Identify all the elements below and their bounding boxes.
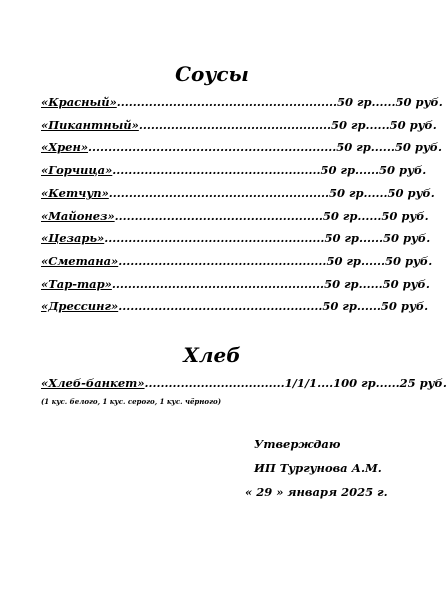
bread-item-dots: ................................... bbox=[144, 376, 285, 390]
sauce-item-price: 50 гр......50 руб. bbox=[336, 140, 443, 155]
sauce-item-price: 50 гр......50 руб. bbox=[324, 276, 430, 291]
sauce-item-name: «Майонез» bbox=[41, 208, 115, 223]
sauce-item bbox=[41, 185, 435, 200]
sauce-item-name: «Кетчуп» bbox=[41, 185, 109, 200]
sauce-item-price: 50 гр......50 руб. bbox=[322, 299, 429, 314]
bread-item bbox=[41, 376, 447, 390]
sauce-item-name: «Хрен» bbox=[41, 140, 89, 155]
sauce-item-dots: ....................................................... bbox=[116, 95, 337, 109]
sauce-item-price: 50 гр......50 руб. bbox=[324, 231, 431, 246]
approval-date: « 29 » января 2025 г. bbox=[245, 485, 388, 499]
sauce-item bbox=[41, 231, 431, 246]
sauce-item bbox=[41, 299, 429, 314]
sauces-title: Соусы bbox=[175, 62, 249, 86]
sauce-item-dots: .................................................... bbox=[112, 163, 321, 178]
sauce-item bbox=[41, 117, 437, 132]
sauce-item-name: «Дрессинг» bbox=[41, 299, 119, 314]
sauce-item-dots: ................................................ bbox=[138, 117, 332, 132]
bread-item-price: 1/1/1....100 гр......25 руб. bbox=[284, 376, 447, 390]
sauce-item-dots: .............................................................. bbox=[88, 140, 337, 155]
sauce-item-name: «Красный» bbox=[41, 95, 117, 109]
sauce-item-name: «Тар-тар» bbox=[41, 276, 112, 291]
bread-title: Хлеб bbox=[183, 343, 241, 367]
sauce-item-price: 50 гр......50 руб. bbox=[322, 208, 429, 223]
sauce-item-price: 50 гр......50 руб. bbox=[326, 253, 433, 268]
sauce-item-price: 50 гр......50 руб. bbox=[331, 117, 437, 132]
sauce-item-dots: ....................................................... bbox=[104, 231, 325, 246]
sauce-item-price: 50 гр......50 руб. bbox=[329, 185, 435, 200]
sauce-item-dots: ..................................................... bbox=[111, 276, 325, 291]
sauce-item bbox=[41, 208, 429, 223]
sauce-item-price: 50 гр......50 руб. bbox=[336, 95, 443, 109]
sauce-item-dots: .................................................... bbox=[114, 208, 323, 223]
approval-signer: ИП Тургунова А.М. bbox=[254, 461, 382, 475]
sauce-item bbox=[41, 276, 430, 291]
sauce-item bbox=[41, 163, 427, 178]
sauce-item-name: «Цезарь» bbox=[41, 231, 105, 246]
sauce-item bbox=[41, 140, 443, 155]
sauce-item-price: 50 гр......50 руб. bbox=[320, 163, 427, 178]
sauce-item-dots: ................................................... bbox=[118, 299, 323, 314]
bread-item-name: «Хлеб-банкет» bbox=[41, 376, 145, 390]
bread-note: (1 кус. белого, 1 кус. серого, 1 кус. чёрного) bbox=[41, 397, 222, 406]
sauce-item bbox=[41, 253, 433, 268]
sauce-item-name: «Пикантный» bbox=[41, 117, 139, 132]
sauce-item-dots: ....................................................... bbox=[108, 185, 329, 200]
sauce-item-dots: .................................................... bbox=[118, 253, 327, 268]
approval-line-1: Утверждаю bbox=[254, 437, 341, 451]
sauce-item-name: «Сметана» bbox=[41, 253, 119, 268]
sauce-item bbox=[41, 95, 443, 109]
sauce-item-name: «Горчица» bbox=[41, 163, 113, 178]
